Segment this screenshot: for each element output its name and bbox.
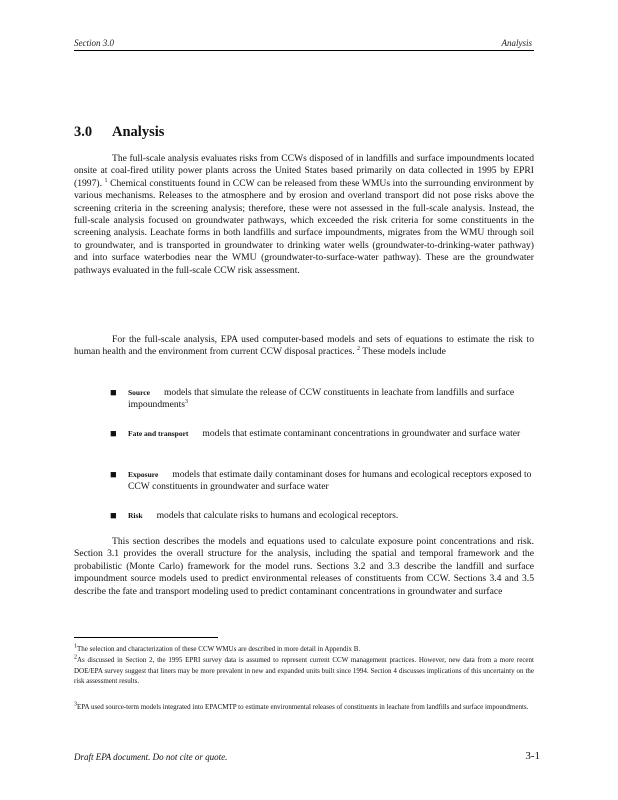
list-item-exposure	[110, 469, 534, 494]
bullet-term: Risk	[128, 511, 143, 520]
paragraph-3-text: This section describes the models and equations used to calculate exposure point concentrations and risk. Section 3.1 provides the overall structure for the analysis, including the spatial and temporal framework and the probabilistic (Monte Carlo) framework for the model runs. Sections 3.2 and 3.3 describe the landfill and surface impoundment source models used to predict environmental releases of constituents from CCW. Sections 3.4 and 3.5 describe the fate and transport modeling used to predict contaminant concentrations in groundwater and surface	[74, 536, 534, 597]
header-title: Analysis	[501, 38, 532, 48]
footnote-text: As discussed in Section 2, the 1995 EPRI survey data is assumed to represent current CCW management practices. However, new data from a more recent DOE/EPA survey suggest that liners may be more prevalent in new and expanded units built since 1994. Section 4 discusses implications of this uncertainty on the risk assessment results.	[74, 656, 534, 685]
section-title: Analysis	[112, 124, 165, 140]
paragraph-1-part-a: The full-scale analysis evaluates risks from CCWs disposed of in landfills and surface impoundments located onsite at coal-fired utility power plants across the United States based primarily on data collected in 1995 by EPRI (1997).	[74, 153, 534, 189]
paragraph-3	[74, 536, 534, 598]
header-rule	[74, 50, 534, 51]
footnote-ref-1[interactable]: 1	[104, 177, 108, 184]
bullet-text: models that estimate daily contaminant doses for humans and ecological receptors exposed to CCW constituents in groundwater and surface water	[128, 469, 532, 493]
section-number: 3.0	[74, 124, 93, 140]
footnote-2	[74, 655, 534, 687]
list-item-fate-transport	[110, 428, 534, 440]
bullet-text: models that calculate risks to humans and ecological receptors.	[156, 510, 399, 521]
section-heading	[74, 124, 164, 141]
footer-disclaimer: Draft EPA document. Do not cite or quote.	[74, 752, 228, 762]
bullet-term: Exposure	[128, 470, 159, 479]
paragraph-2-part-a: For the full-scale analysis, EPA used computer-based models and sets of equations to estimate the risk to human health and the environment from current CCW disposal practices.	[74, 334, 534, 358]
footnote-3	[74, 702, 534, 713]
bullet-icon: ■	[110, 387, 117, 399]
footnote-number: 3	[74, 701, 77, 708]
list-item-source	[110, 387, 534, 412]
bullet-term: Fate and transport	[128, 429, 189, 438]
bullet-icon: ■	[110, 510, 117, 522]
bullet-text: models that simulate the release of CCW constituents in leachate from landfills and surface impoundments	[128, 387, 515, 411]
bullet-term: Source	[128, 388, 150, 397]
page-number: 3-1	[525, 750, 540, 762]
paragraph-1	[74, 153, 534, 277]
bullet-icon: ■	[110, 469, 117, 481]
footnote-ref-2[interactable]: 2	[357, 346, 361, 353]
paragraph-2-part-b: These models include	[362, 346, 446, 358]
footnote-number: 1	[74, 643, 77, 650]
bullet-text: models that estimate contaminant concentrations in groundwater and surface water	[202, 428, 521, 439]
footnote-ref-3[interactable]: 3	[185, 399, 189, 406]
footnote-number: 2	[74, 654, 77, 661]
list-item-risk	[110, 510, 534, 522]
footnote-text: The selection and characterization of these CCW WMUs are described in more detail in Appendix B.	[77, 645, 361, 653]
paragraph-2	[74, 334, 534, 359]
footnote-rule	[74, 637, 218, 638]
paragraph-1-part-b: Chemical constituents found in CCW can be released from these WMUs into the surrounding environment by various mechanisms. Releases to the atmosphere and by erosion and overland transport did not pose risks above the screening criteria in the screening analysis; therefore, these were not assessed in the full-scale analysis. Instead, the full-scale analysis focused on groundwater pathways, which exceeded the risk criteria for some constituents in the screening analysis. Leachate forms in both landfills and surface impoundments, migrates from the WMU through soil to groundwater, and is transported in groundwater to drinking water wells (groundwater-to-drinking-water pathway) and into surface waterbodies near the WMU (groundwater-to-surface-water pathway). These are the groundwater pathways evaluated in the full-scale CCW risk assessment.	[74, 177, 534, 276]
footnote-1	[74, 644, 534, 655]
header-section: Section 3.0	[74, 38, 114, 48]
bullet-icon: ■	[110, 428, 117, 440]
footnote-text: EPA used source-term models integrated into EPACMTP to estimate environmental releases of constituents in leachate from landfills and surface impoundments.	[77, 703, 529, 711]
